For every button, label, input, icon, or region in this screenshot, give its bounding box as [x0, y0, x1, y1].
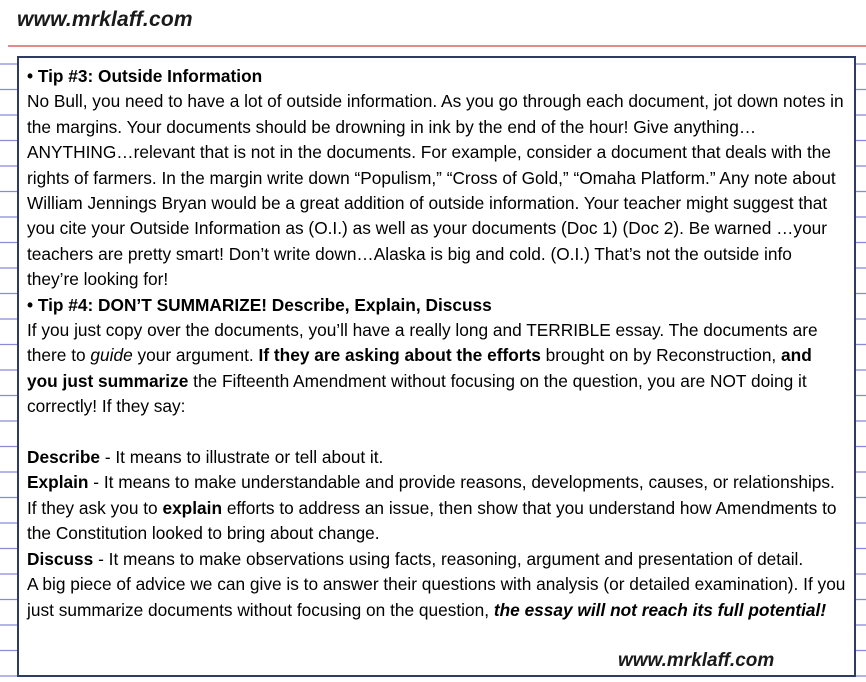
explain-bold: explain — [162, 497, 223, 518]
describe-text: - It means to illustrate or tell about it. — [100, 447, 384, 468]
document-body — [27, 64, 847, 623]
site-header-url: www.mrklaff.com — [17, 8, 193, 31]
red-margin-rule — [8, 45, 866, 47]
advice-paragraph — [27, 572, 847, 623]
explain-text-1: - It means to make understandable and provide reasons, developments, causes, or relationships. If they ask you to — [27, 472, 835, 518]
advice-emphasis: the essay will not reach its full potential! — [493, 599, 827, 620]
tip3-heading: • Tip #3: Outside Information — [27, 66, 263, 86]
tip4-text-4: the Fifteenth Amendment without focusing on the question, you are NOT doing it correctly! If they say: — [27, 370, 807, 417]
discuss-term: Discuss — [27, 548, 94, 569]
explain-definition — [27, 470, 847, 546]
explain-text-2: efforts to address an issue, then show that you understand how Amendments to the Constitution looked to bring about change. — [27, 497, 837, 544]
discuss-definition — [27, 547, 847, 572]
describe-definition — [27, 445, 847, 470]
tip4-text-2: your argument. — [132, 345, 259, 366]
explain-term: Explain — [27, 472, 89, 493]
discuss-text: - It means to make observations using facts, reasoning, argument and presentation of detail. — [93, 548, 804, 569]
tip4-bold-2: and you just summarize — [27, 345, 812, 391]
tip4-guide-italic: guide — [90, 345, 133, 366]
tip4-heading: • Tip #4: DON’T SUMMARIZE! Describe, Explain, Discuss — [27, 294, 492, 315]
describe-term: Describe — [27, 447, 101, 468]
tip4-paragraph — [27, 318, 847, 420]
tip4-text-1: If you just copy over the documents, you’ll have a really long and TERRIBLE essay. The documents are there to — [27, 320, 818, 366]
footer-site-url: www.mrklaff.com — [618, 650, 775, 671]
blank-line — [27, 420, 847, 445]
tip4-bold-1: If they are asking about the efforts — [258, 345, 541, 366]
tip3-body: No Bull, you need to have a lot of outside information. As you go through each document, jot down notes in the margins. Your documents should be drowning in ink by the end of the hour! Give anything…ANYTHING…relevant that is not in the documents. For example, consider a document that deals with the rights of farmers. In the margin write down “Populism,” “Cross of Gold,” “Omaha Platform.” Any note about William Jennings Bryan would be a great addition of outside information. Your teacher might suggest that you cite your Outside Information as (O.I.) as well as your documents (Doc 1) (Doc 2). Be warned …your teachers are pretty smart! Don’t write down…Alaska is big and cold. (O.I.) That’s not the outside info they’re looking for! — [27, 91, 844, 290]
tip4-text-3: brought on by Reconstruction, — [540, 345, 782, 366]
advice-text: A big piece of advice we can give is to answer their questions with analysis (or detailed examination). If you just summarize documents without focusing on the question, — [27, 574, 846, 620]
